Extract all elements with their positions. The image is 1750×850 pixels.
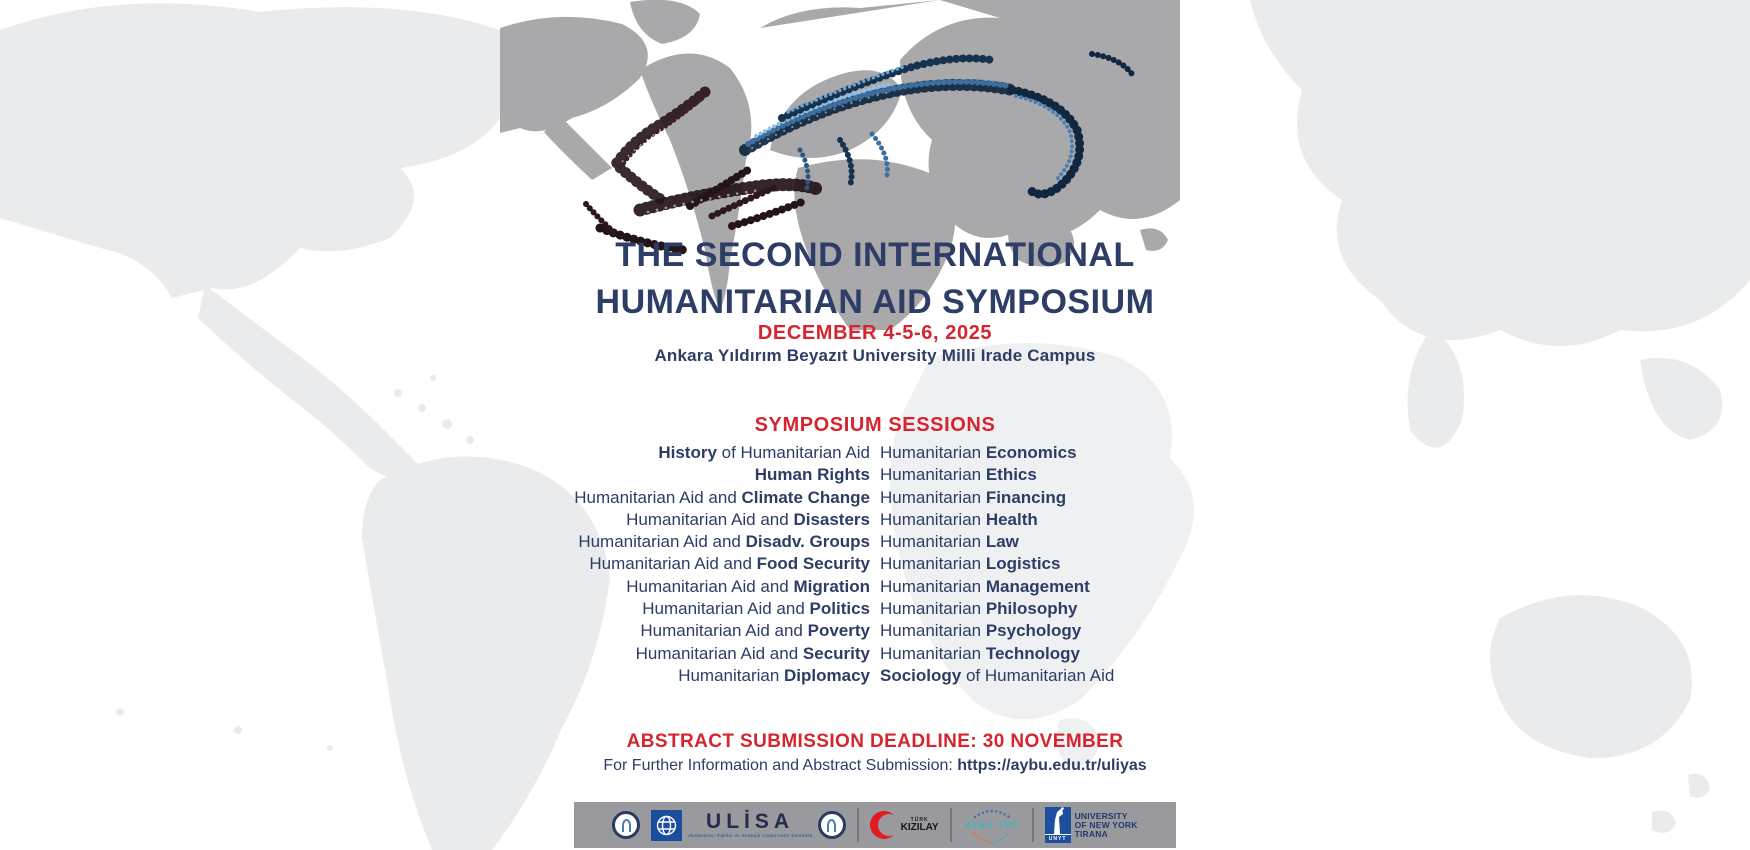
aybu-seal-icon: [612, 811, 640, 839]
session-item: Humanitarian Logistics: [880, 554, 1061, 574]
sessions-heading: SYMPOSIUM SESSIONS: [754, 414, 996, 436]
event-date: DECEMBER 4-5-6, 2025: [757, 322, 993, 344]
session-item: History of Humanitarian Aid: [658, 443, 870, 462]
kizilay-text-top: TÜRK: [910, 816, 929, 823]
unyt-box-label: UNYT: [1045, 834, 1071, 842]
submission-url-link[interactable]: https://aybu.edu.tr/uliyas: [957, 757, 1147, 774]
session-item: Humanitarian Aid and Climate Change: [574, 487, 870, 507]
session-item: Humanitarian Ethics: [880, 465, 1037, 485]
session-item: Humanitarian Management: [880, 576, 1090, 596]
session-item: Humanitarian Economics: [880, 443, 1077, 462]
further-info-text: For Further Information and Abstract Submission:: [603, 757, 958, 774]
footer-divider: [857, 808, 859, 842]
unyt-logo: [1045, 807, 1138, 843]
session-item: Humanitarian Aid and Politics: [642, 599, 870, 619]
footer-divider: [950, 808, 952, 842]
red-crescent-icon: [870, 811, 898, 839]
session-item: Humanitarian Aid and Migration: [626, 576, 870, 596]
session-item: Humanitarian Law: [880, 532, 1019, 552]
abstract-deadline: ABSTRACT SUBMISSION DEADLINE: 30 NOVEMBER: [626, 731, 1124, 752]
aybu-tto-logo: [963, 805, 1021, 845]
footer-divider: [1032, 808, 1034, 842]
sessions-column-left: [525, 442, 870, 687]
statue-of-liberty-icon: [1045, 807, 1071, 843]
session-item: Humanitarian Financing: [880, 487, 1067, 507]
ulisa-wordmark: ULİSA: [706, 810, 795, 834]
aybu-tto-wordmark: AYBU TTO: [965, 820, 1019, 830]
further-info-line: [0, 757, 1750, 775]
unyt-text-line1: UNIVERSITY: [1074, 810, 1128, 821]
kizilay-logo: [870, 811, 939, 839]
session-item: Human Rights: [754, 465, 870, 485]
unyt-text-line3: TIRANA: [1074, 828, 1108, 839]
session-item: Humanitarian Philosophy: [880, 599, 1078, 619]
poster-title-line2: HUMANITARIAN AID SYMPOSIUM: [595, 283, 1155, 321]
session-item: Humanitarian Aid and Disasters: [626, 509, 870, 529]
ulisa-logo: [651, 810, 845, 841]
session-item: Humanitarian Psychology: [880, 621, 1082, 641]
session-item: Humanitarian Technology: [880, 643, 1080, 663]
sessions-column-right: [880, 442, 1225, 687]
session-item: Humanitarian Aid and Poverty: [640, 621, 870, 641]
session-item: Humanitarian Aid and Disadv. Groups: [578, 532, 870, 552]
ulisa-globe-icon: [651, 810, 682, 841]
footer-logo-bar: [574, 802, 1176, 848]
event-venue: Ankara Yıldırım Beyazıt University Milli Irade Campus: [654, 346, 1096, 365]
aybu-seal-icon: [818, 811, 846, 839]
sessions-list: [525, 442, 1225, 687]
unyt-text-line2: OF NEW YORK: [1074, 819, 1138, 830]
session-item: Sociology of Humanitarian Aid: [880, 665, 1115, 685]
poster-title-line1: THE SECOND INTERNATIONAL: [615, 236, 1135, 274]
session-item: Humanitarian Aid and Food Security: [589, 554, 870, 574]
session-item: Humanitarian Aid and Security: [635, 643, 870, 663]
ulisa-subtitle: Uluslararası İlişkiler ve Stratejik Araştırmalar Enstitüsü: [687, 833, 813, 839]
kizilay-text-bottom: KIZILAY: [900, 821, 939, 833]
session-item: Humanitarian Health: [880, 509, 1038, 529]
session-item: Humanitarian Diplomacy: [678, 665, 870, 685]
